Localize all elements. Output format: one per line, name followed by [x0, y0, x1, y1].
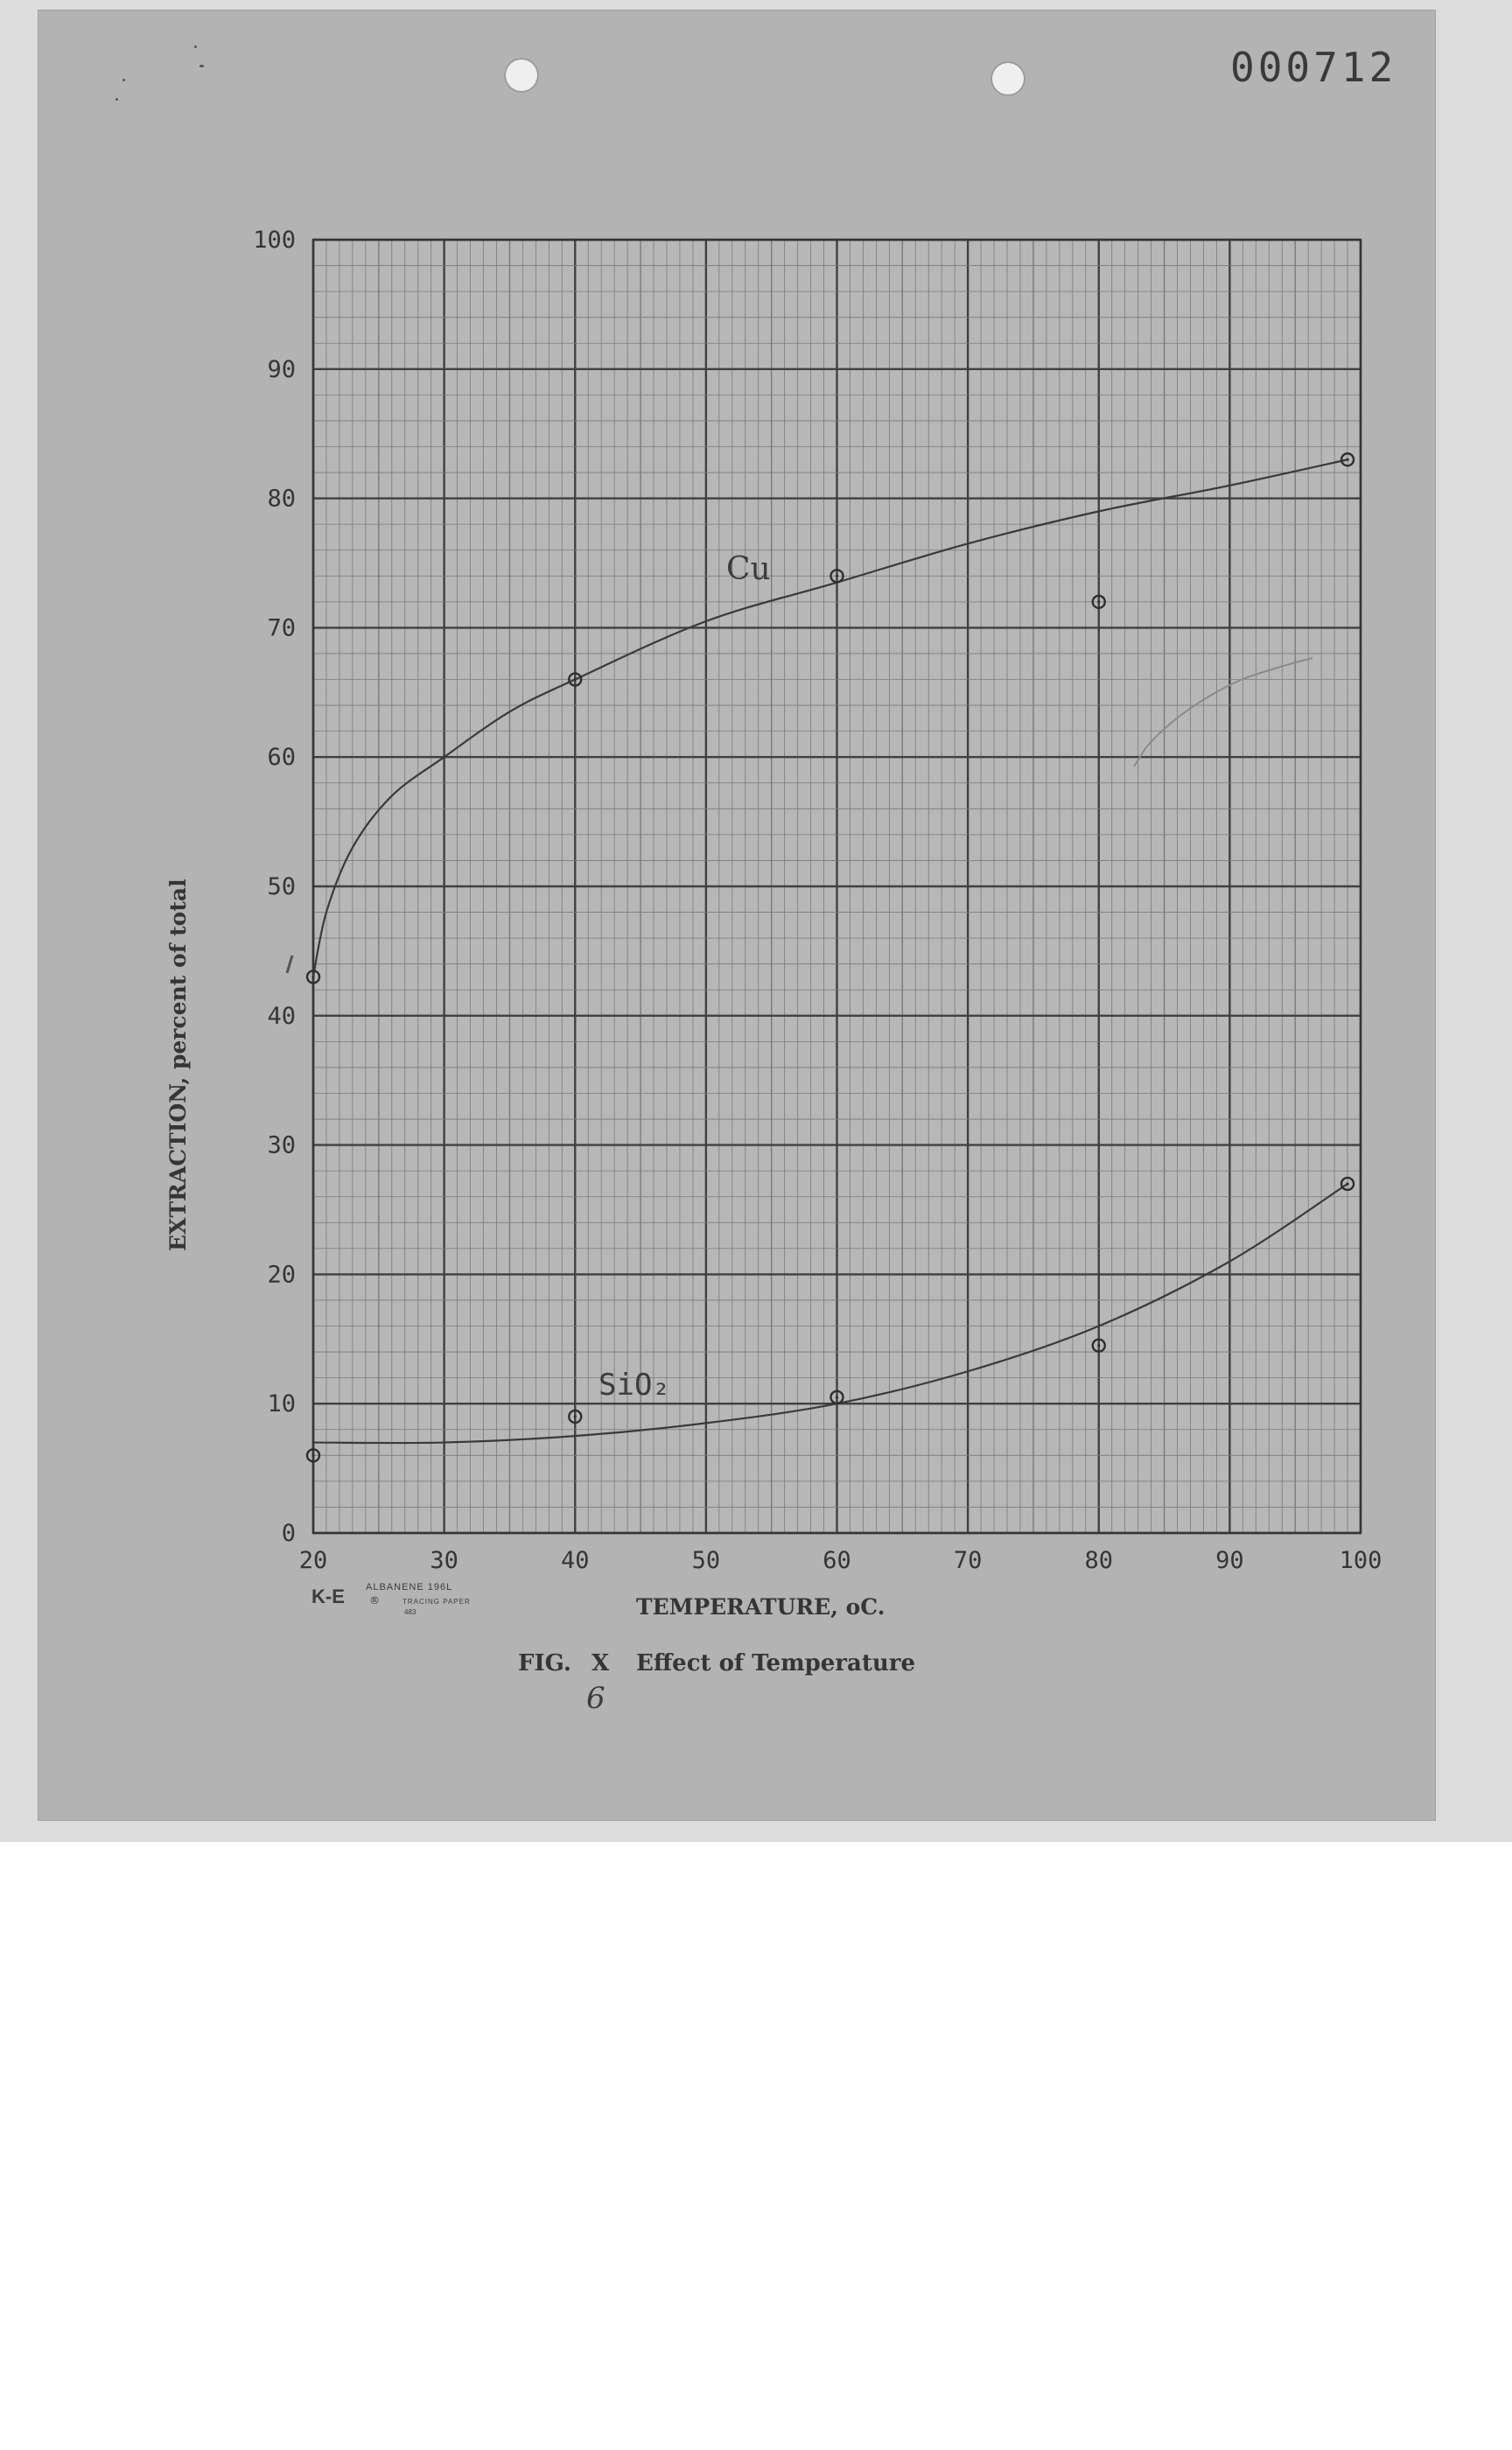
data-point-center-sio2: [312, 1454, 314, 1457]
figure-caption-title: Effect of Temperature: [636, 1650, 916, 1676]
x-axis-label: TEMPERATURE, oC.: [636, 1594, 886, 1620]
data-point-center-cu: [312, 976, 314, 978]
document-number: 000712: [1230, 44, 1397, 91]
y-axis-label: EXTRACTION, percent of total: [165, 878, 191, 1251]
stamp-line-2: TRACING PAPER: [402, 1598, 471, 1606]
x-tick-label: 20: [298, 1547, 328, 1574]
data-point-center-sio2: [1346, 1182, 1348, 1185]
x-tick-label: 100: [1339, 1547, 1382, 1574]
y-tick-label: 70: [267, 614, 296, 642]
x-tick-label: 60: [822, 1547, 851, 1574]
x-tick-label: 30: [430, 1547, 458, 1574]
paper-maker-stamp: [312, 1580, 486, 1624]
pencil-tick-mark: [287, 956, 292, 973]
y-tick-label: 20: [267, 1261, 296, 1289]
y-tick-label: 60: [267, 744, 296, 772]
series-label-cu: Cu: [726, 551, 771, 587]
data-point-center-cu: [574, 678, 577, 681]
data-point-center-sio2: [836, 1396, 838, 1398]
handwritten-figure-number: 6: [586, 1681, 606, 1716]
x-tick-label: 50: [691, 1547, 721, 1574]
data-point-center-cu: [1346, 458, 1348, 461]
series-label-sio2: SiO₂: [598, 1368, 670, 1403]
figure-caption-number: X: [592, 1650, 610, 1676]
x-tick-label: 70: [953, 1547, 983, 1574]
y-tick-label: 10: [267, 1390, 296, 1418]
x-tick-label: 80: [1084, 1547, 1114, 1574]
y-tick-label: 90: [267, 355, 296, 383]
figure-caption-prefix: FIG.: [518, 1650, 571, 1676]
data-point-center-cu: [836, 575, 838, 578]
y-tick-label: 0: [281, 1520, 296, 1547]
stamp-registered-mark: ®: [369, 1594, 380, 1606]
x-tick-label: 90: [1215, 1547, 1244, 1574]
data-point-center-sio2: [574, 1415, 577, 1418]
stamp-line-1: ALBANENE 196L: [366, 1582, 453, 1592]
stamp-line-3: 483: [404, 1608, 416, 1616]
grid: [313, 240, 1361, 1533]
data-point-center-cu: [1097, 600, 1100, 603]
y-tick-label: 100: [253, 227, 296, 254]
stamp-brand: K-E: [312, 1586, 345, 1607]
y-tick-label: 30: [267, 1131, 296, 1159]
y-tick-label: 80: [267, 485, 296, 513]
x-tick-label: 40: [560, 1547, 590, 1574]
y-tick-label: 50: [267, 873, 296, 900]
data-point-center-sio2: [1097, 1344, 1100, 1347]
y-tick-label: 40: [267, 1002, 296, 1030]
